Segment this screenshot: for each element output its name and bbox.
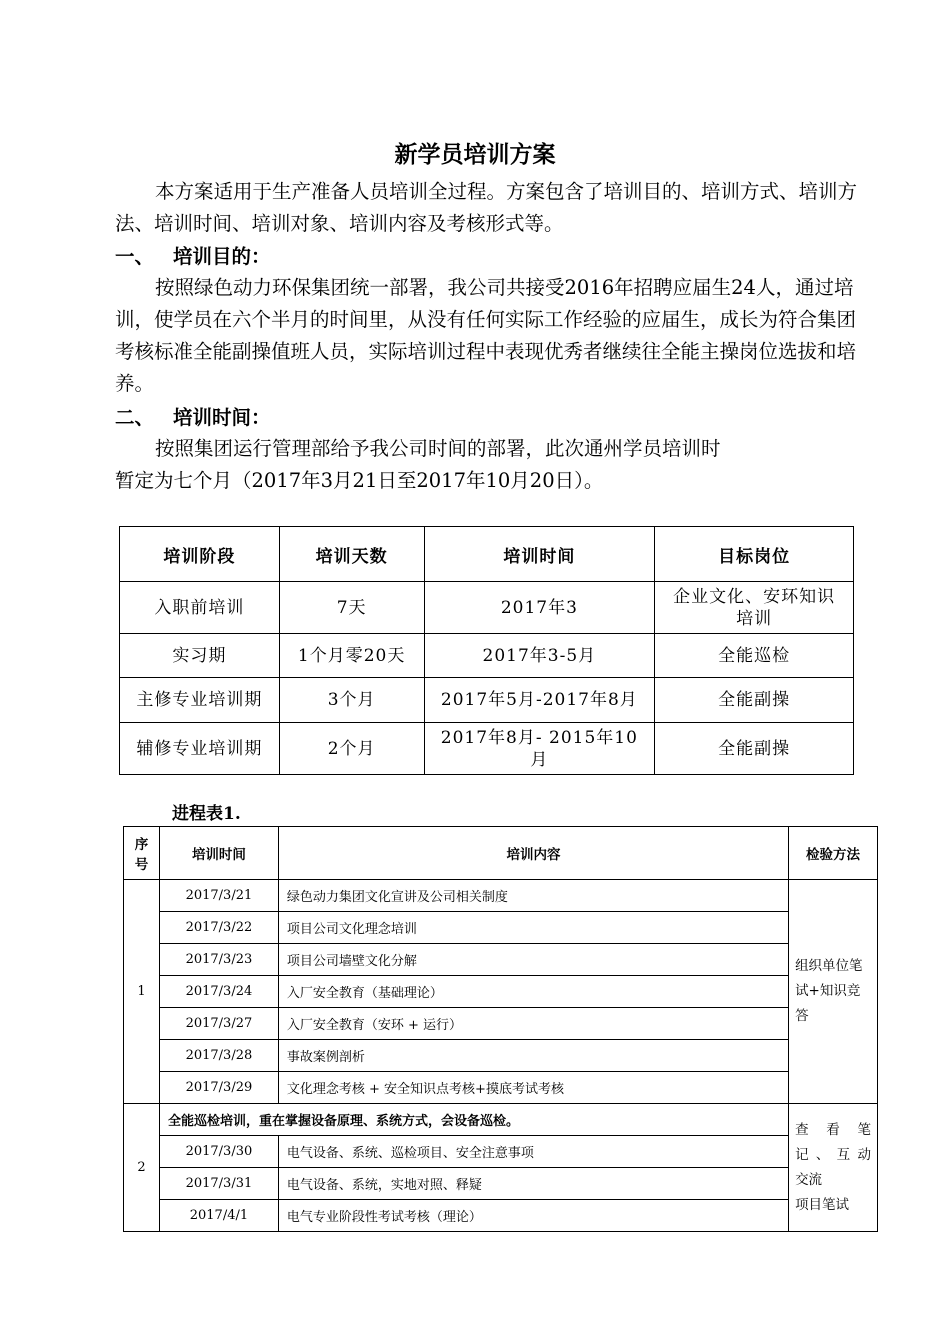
cell-time: 2017年5月-2017年8月: [424, 678, 655, 723]
cell-time: 2017年3-5月: [424, 634, 655, 678]
cell-date: 2017/3/23: [159, 944, 278, 976]
cell-date: 2017/3/28: [159, 1040, 278, 1072]
section-1-body: 按照绿色动力环保集团统一部署，我公司共接受2016年招聘应届生24人，通过培训，使学员在六个半月的时间里，从没有任何实际工作经验的应届生，成长为符合集团考核标准全能副操值班人员，实际培训过程中表现优秀者继续往全能主操岗位选拔和培养。: [115, 276, 857, 395]
schedule-table: [123, 826, 878, 1232]
table-row: [124, 1040, 878, 1072]
table-header-row: [124, 827, 878, 880]
cell-time: 2017年8月- 2015年10月: [424, 723, 655, 775]
header-days: 培训天数: [279, 527, 424, 582]
cell-days: 7天: [279, 582, 424, 634]
group-2-method: [789, 1104, 878, 1232]
cell-content: 入厂安全教育（安环 + 运行）: [278, 1008, 788, 1040]
table-row: [124, 944, 878, 976]
cell-time: 2017年3: [424, 582, 655, 634]
cell-content: 文化理念考核 + 安全知识点考核+摸底考试考核: [278, 1072, 788, 1104]
section-2-body-line1: 按照集团运行管理部给予我公司时间的部署，此次通州学员培训时: [155, 437, 721, 460]
schedule-caption: 进程表1.: [172, 804, 241, 824]
cell-date: 2017/4/1: [159, 1200, 278, 1232]
cell-content: 电气设备、系统，实地对照、释疑: [278, 1168, 788, 1200]
table-row: [120, 723, 854, 775]
header-stage: 培训阶段: [120, 527, 280, 582]
method-line: 项目笔试: [795, 1196, 850, 1213]
section-1-number: 一、: [115, 245, 155, 268]
cell-stage: 实习期: [120, 634, 280, 678]
section-2-title: 培训时间：: [173, 406, 271, 429]
group-2-summary: 全能巡检培训，重在掌握设备原理、系统方式，会设备巡检。: [159, 1104, 788, 1136]
section-1-heading: [115, 241, 271, 269]
cell-content: 事故案例剖析: [278, 1040, 788, 1072]
cell-date: 2017/3/31: [159, 1168, 278, 1200]
method-line: 交流: [795, 1171, 823, 1188]
cell-post: 全能巡检: [655, 634, 854, 678]
page-title: 新学员培训方案: [394, 141, 556, 168]
table-row: [124, 1072, 878, 1104]
group-2-seq: 2: [124, 1104, 160, 1232]
table-row: [124, 1136, 878, 1168]
table-header-row: [120, 527, 854, 582]
cell-content: 项目公司文化理念培训: [278, 912, 788, 944]
table-row: [124, 1008, 878, 1040]
header-time: 培训时间: [424, 527, 655, 582]
cell-stage: 辅修专业培训期: [120, 723, 280, 775]
cell-days: 1个月零20天: [279, 634, 424, 678]
method-line: 记、互动: [795, 1146, 871, 1163]
table-row: [120, 582, 854, 634]
section-2-heading: [115, 402, 271, 430]
cell-content: 电气设备、系统、巡检项目、安全注意事项: [278, 1136, 788, 1168]
table-row: [120, 634, 854, 678]
method-line: 查看笔: [795, 1121, 871, 1138]
table-row: [124, 1200, 878, 1232]
cell-post: 全能副操: [655, 678, 854, 723]
training-phase-table: [119, 526, 854, 775]
cell-date: 2017/3/22: [159, 912, 278, 944]
section-2-number: 二、: [115, 406, 155, 429]
table-row: [124, 880, 878, 912]
table-row: [124, 912, 878, 944]
cell-date: 2017/3/27: [159, 1008, 278, 1040]
cell-date: 2017/3/24: [159, 976, 278, 1008]
table-row: [124, 1168, 878, 1200]
cell-post: 企业文化、安环知识培训: [655, 582, 854, 634]
cell-post: 全能副操: [655, 723, 854, 775]
group-1-method: 组织单位笔试+知识竞答: [789, 880, 878, 1104]
cell-date: 2017/3/30: [159, 1136, 278, 1168]
cell-days: 2个月: [279, 723, 424, 775]
cell-stage: 入职前培训: [120, 582, 280, 634]
intro-paragraph: 本方案适用于生产准备人员培训全过程。方案包含了培训目的、培训方式、培训方法、培训时间、培训对象、培训内容及考核形式等。: [115, 180, 858, 235]
group-1-seq: 1: [124, 880, 160, 1104]
header-method: 检验方法: [789, 827, 878, 880]
cell-content: 项目公司墙壁文化分解: [278, 944, 788, 976]
cell-content: 电气专业阶段性考试考核（理论）: [278, 1200, 788, 1232]
cell-content: 绿色动力集团文化宣讲及公司相关制度: [278, 880, 788, 912]
cell-date: 2017/3/21: [159, 880, 278, 912]
table-row: [124, 976, 878, 1008]
section-2-body-line2: 暂定为七个月（2017年3月21日至2017年10月20日）。: [115, 469, 604, 492]
header-seq: 序号: [124, 827, 160, 880]
cell-stage: 主修专业培训期: [120, 678, 280, 723]
header-content: 培训内容: [278, 827, 788, 880]
table-row: [120, 678, 854, 723]
header-time: 培训时间: [159, 827, 278, 880]
table-row: [124, 1104, 878, 1136]
cell-date: 2017/3/29: [159, 1072, 278, 1104]
cell-content: 入厂安全教育（基础理论）: [278, 976, 788, 1008]
cell-days: 3个月: [279, 678, 424, 723]
section-1-title: 培训目的：: [173, 245, 271, 268]
header-post: 目标岗位: [655, 527, 854, 582]
